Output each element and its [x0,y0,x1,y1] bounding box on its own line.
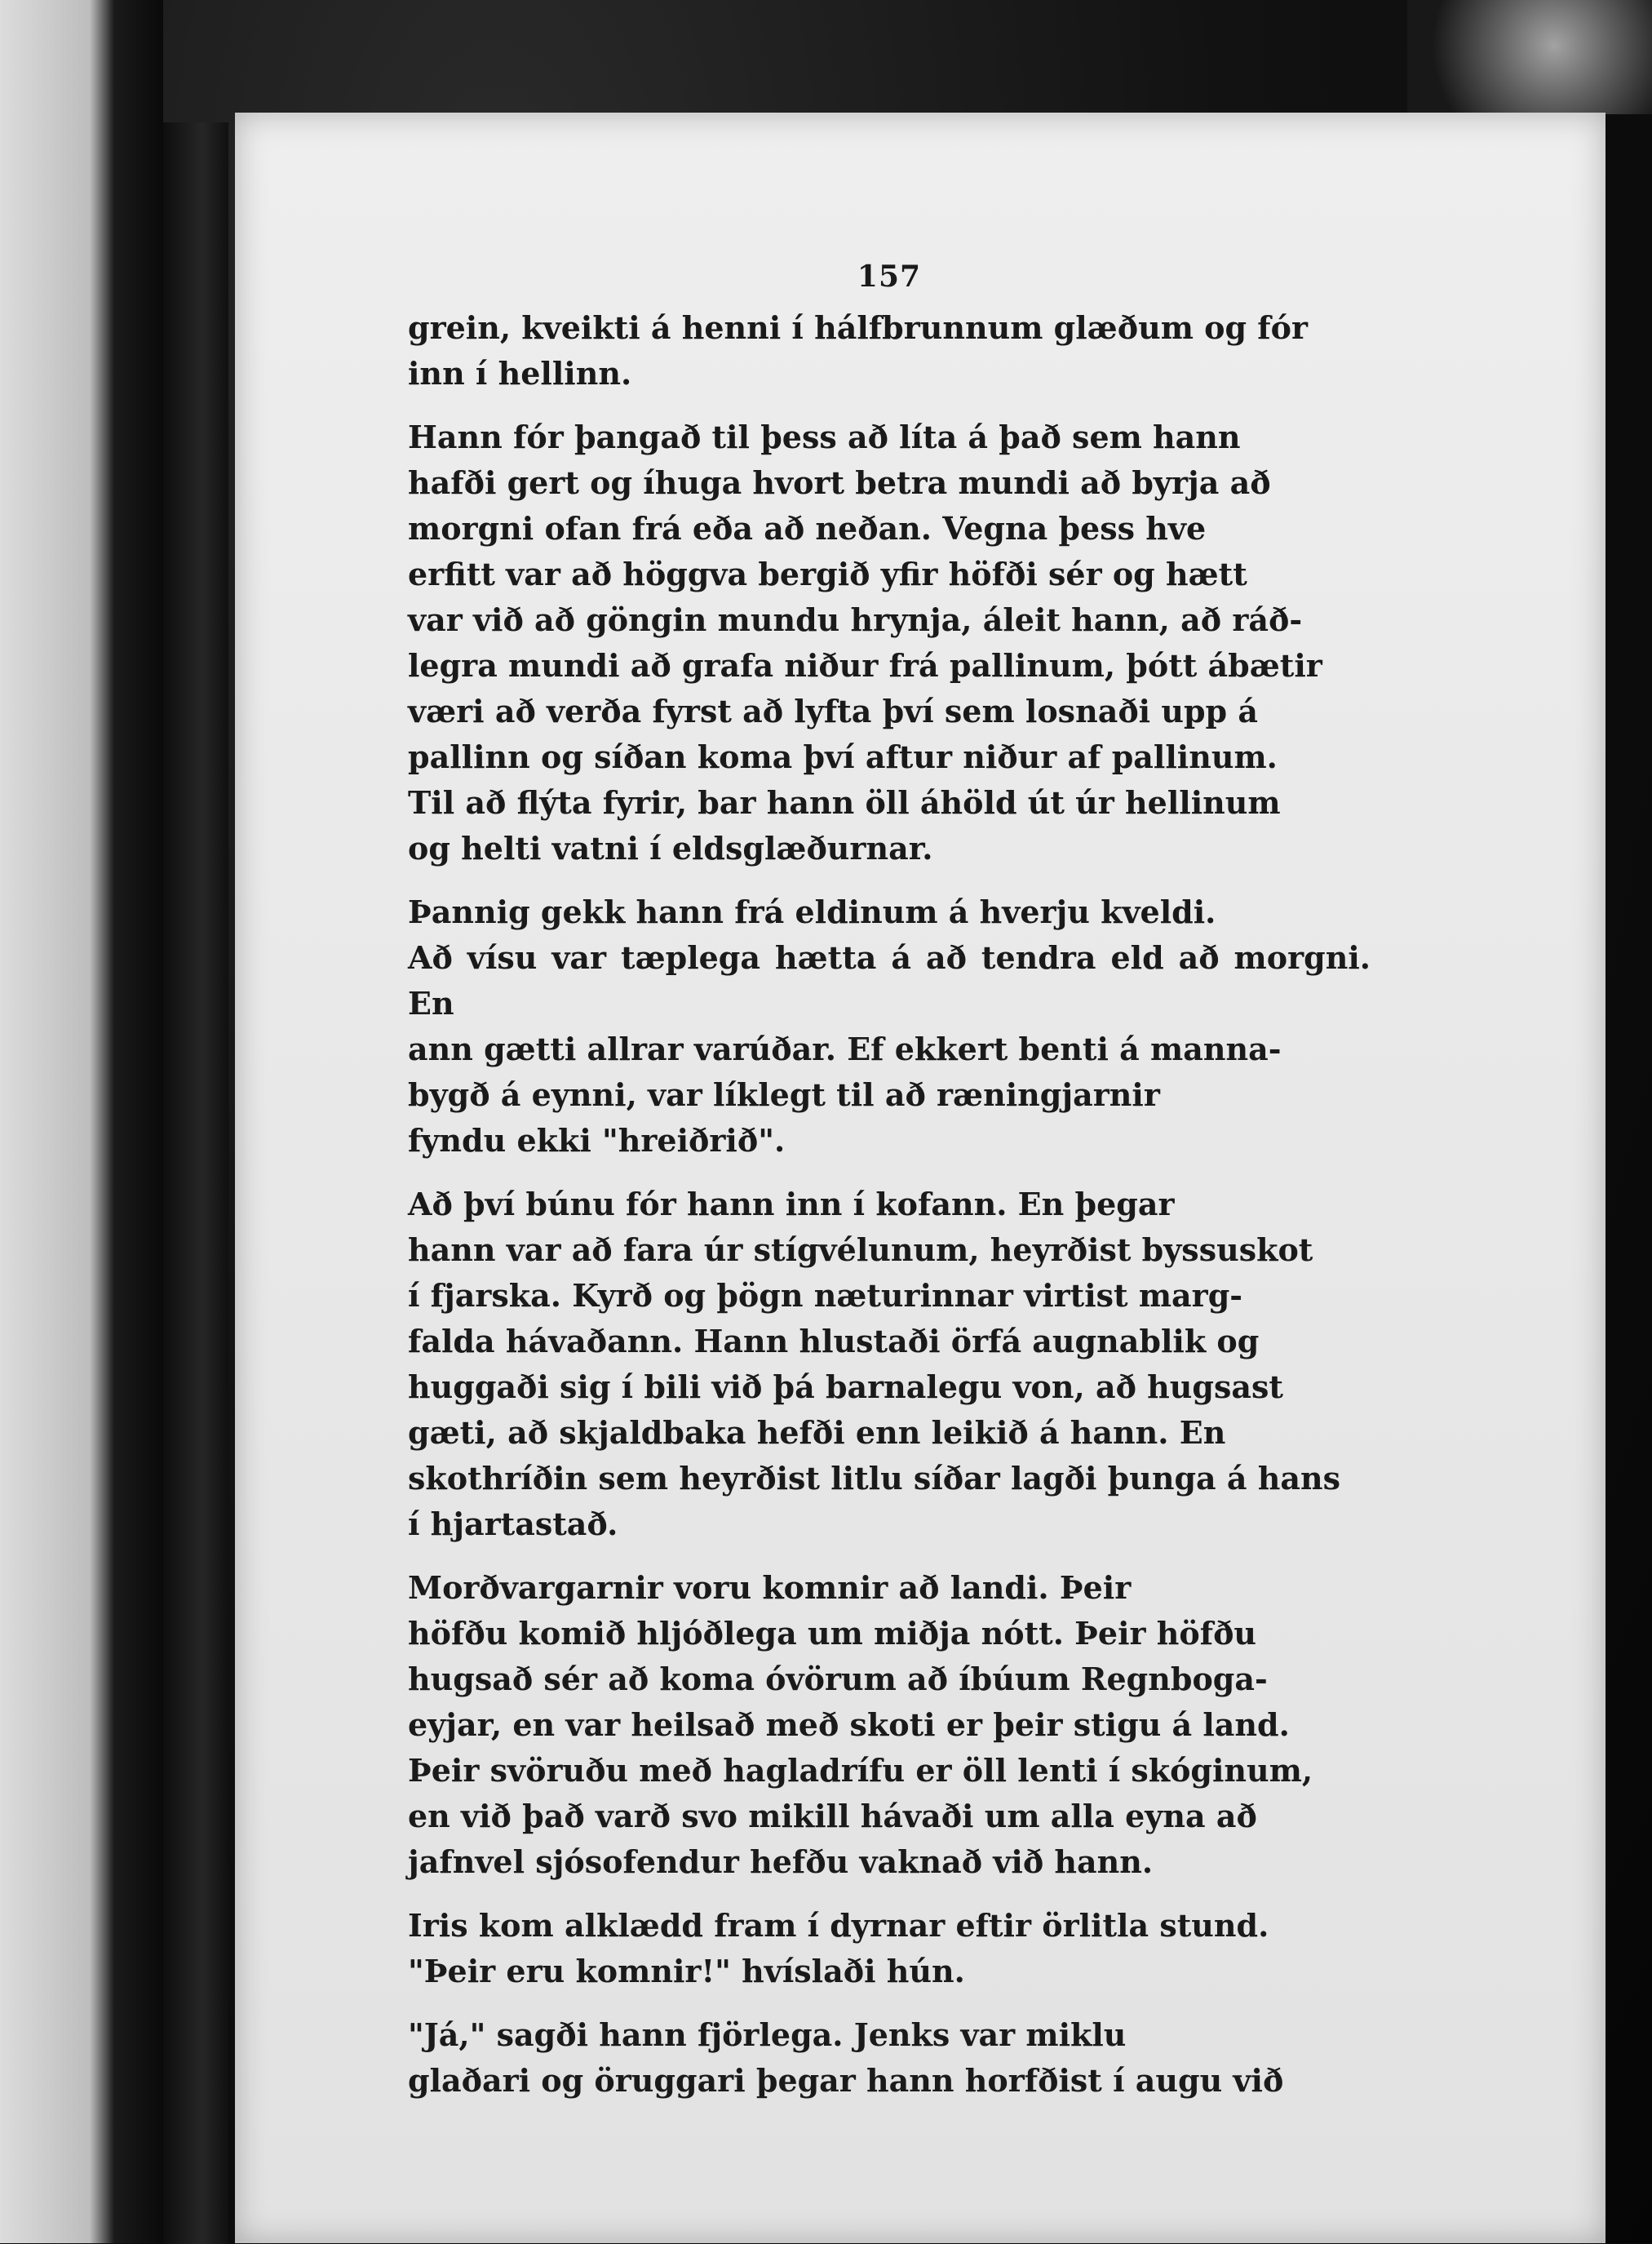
paragraph-7: "Já," sagði hann fjörlega. Jenks var miklu glaðari og öruggari þegar hann horfðist í augu við [408,2016,1284,2099]
page-text [408,259,1371,2122]
paragraph-3: Þannig gekk hann frá eldinum á hverju kveldi. Að vísu var tæplega hætta á að tendra eld að morgni. En ann gætti allrar varúðar. Ef ekkert benti á manna- bygð á eynni, var líklegt til að ræningjarnir fyndu ekki "hreiðrið". [408,894,1371,1159]
paragraph-6: Iris kom alklædd fram í dyrnar eftir örlitla stund. "Þeir eru komnir!" hvíslaði hún. [408,1907,1269,1989]
scan-corner-noise [1407,0,1652,114]
book-spine-shadow [163,122,228,2244]
paragraph-2: Hann fór þangað til þess að líta á það sem hann hafði gert og íhuga hvort betra mundi að byrja að morgni ofan frá eða að neðan. Vegna þess hve erfitt var að höggva bergið yfir höfði sér og hætt var við að göngin mundu hrynja, áleit hann, að ráð- legra mundi að grafa niður frá pallinum, þótt ábætir væri að verða fyrst að lyfta því sem losnaði upp á pallinn og síðan koma því aftur niður af pallinum. Til að flýta fyrir, bar hann öll áhöld út úr hellinum og helti vatni í eldsglæðurnar. [408,419,1322,867]
page-number: 157 [857,259,922,294]
paragraph-4: Að því búnu fór hann inn í kofann. En þegar hann var að fara úr stígvélunum, heyrðist byssuskot í fjarska. Kyrð og þögn næturinnar virtist marg- falda hávaðann. Hann hlustaði örfá augnablik og huggaði sig í bili við þá barnalegu von, að hugsast gæti, að skjaldbaka hefði enn leikið á hann. En skothríðin sem heyrðist litlu síðar lagði þunga á hans í hjartastað. [408,1186,1340,1542]
paragraph-1: grein, kveikti á henni í hálfbrunnum glæðum og fór inn í hellinn. [408,309,1309,392]
paragraph-5: Morðvargarnir voru komnir að landi. Þeir höfðu komið hljóðlega um miðja nótt. Þeir höfðu hugsað sér að koma óvörum að íbúum Regnboga- eyjar, en var heilsað með skoti er þeir stigu á land. Þeir svöruðu með hagladrífu er öll lenti í skóginum, en við það varð svo mikill hávaði um alla eyna að jafnvel sjósofendur hefðu vaknað við hann. [408,1569,1313,1880]
scan-left-margin [0,0,163,2243]
book-page [235,113,1605,2243]
